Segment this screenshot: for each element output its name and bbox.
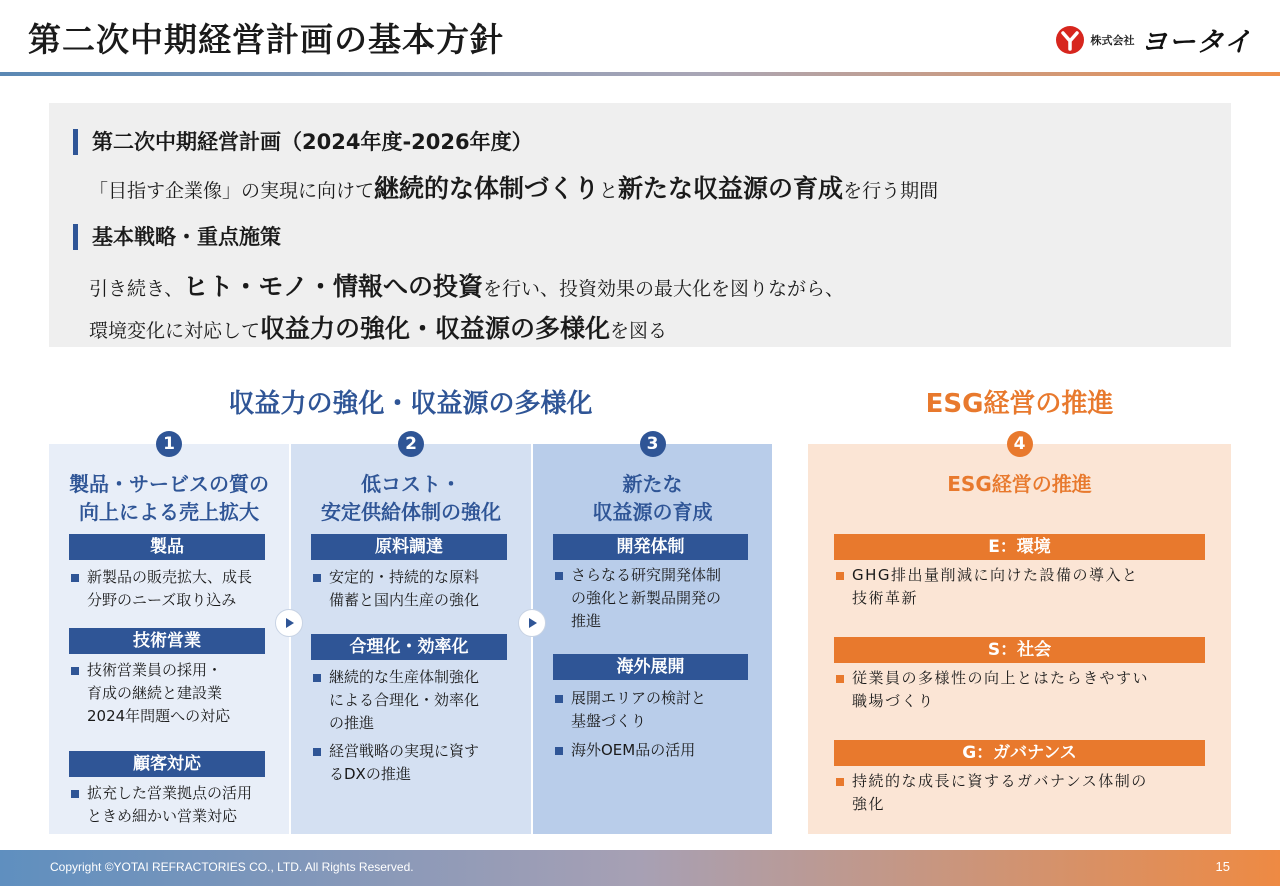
section-label-governance: G：ガバナンス [834, 740, 1205, 766]
plan-description [89, 169, 938, 205]
title-divider [0, 72, 1280, 76]
column-4-title [808, 470, 1231, 498]
section-label-products: 製品 [69, 534, 265, 560]
column-3-title-line-1: 新たな [622, 472, 683, 496]
strategy-emphasis-2: 収益力の強化・収益源の多様化 [260, 314, 611, 343]
group-title-esg: ESG経営の推進 [925, 389, 1114, 419]
number-badge-3: 3 [640, 431, 666, 457]
strategy-text-2: を行い、投資効果の最大化を図りながら、 [483, 278, 845, 300]
list-item: GHG排出量削減に向けた設備の導入と 技術革新 [834, 564, 1209, 610]
strategy-emphasis-1: ヒト・モノ・情報への投資 [183, 272, 484, 301]
bullet-square-icon [836, 675, 844, 683]
copyright-text: Copyright ©YOTAI REFRACTORIES CO., LTD. All Rights Reserved. [50, 860, 414, 874]
bullet-square-icon [71, 574, 79, 582]
bullet-square-icon [555, 572, 563, 580]
page-title: 第二次中期経営計画の基本方針 [28, 20, 504, 59]
bullet-square-icon [313, 574, 321, 582]
plan-emphasis-1: 継続的な体制づくり [374, 174, 600, 203]
section-label-customer-service: 顧客対応 [69, 751, 265, 777]
footer-bar [0, 850, 1280, 886]
plan-emphasis-2: 新たな収益源の育成 [618, 174, 844, 203]
column-2-low-cost-supply [291, 434, 531, 834]
strategy-text-4: を図る [610, 320, 668, 342]
column-3-new-revenue [533, 434, 772, 834]
column-1-title-line-1: 製品・サービスの質の [69, 472, 269, 496]
section-label-social: S：社会 [834, 637, 1205, 663]
column-4-title-line-1: ESG経営の推進 [947, 472, 1092, 496]
list-item: 展開エリアの検討と 基盤づくり [553, 687, 752, 733]
bullet-square-icon [836, 572, 844, 580]
section-label-tech-sales: 技術営業 [69, 628, 265, 654]
list-item: 持続的な成長に資するガバナンス体制の 強化 [834, 770, 1209, 816]
plan-text-2: と [599, 180, 619, 202]
column-2-title-line-1: 低コスト・ [361, 472, 461, 496]
list-item: 従業員の多様性の向上とはたらきやすい 職場づくり [834, 667, 1209, 713]
logo-company-name: ヨータイ [1140, 27, 1252, 58]
bullet-square-icon [71, 790, 79, 798]
strategy-line-2 [89, 309, 667, 345]
list-item: 安定的・持続的な原料 備蓄と国内生産の強化 [311, 566, 511, 612]
section-label-environment: E：環境 [834, 534, 1205, 560]
list-item: 技術営業員の採用・ 育成の継続と建設業 2024年問題への対応 [69, 659, 269, 728]
bullet-square-icon [71, 667, 79, 675]
column-3-title-line-2: 収益源の育成 [592, 500, 713, 524]
logo-mark-icon [1055, 25, 1085, 55]
column-1-sales-expansion [49, 434, 289, 834]
strategy-text-1: 引き続き、 [89, 278, 184, 300]
strategy-line-1 [89, 267, 844, 303]
list-item: 拡充した営業拠点の活用 ときめ細かい営業対応 [69, 782, 269, 828]
bullet-square-icon [836, 778, 844, 786]
logo-company-type: 株式会社 [1090, 33, 1135, 47]
list-item: さらなる研究開発体制 の強化と新製品開発の 推進 [553, 564, 752, 633]
column-3-title [533, 470, 772, 526]
company-logo [1055, 20, 1252, 59]
page-number: 15 [1215, 859, 1230, 874]
section-label-development: 開発体制 [553, 534, 748, 560]
number-badge-1: 1 [156, 431, 182, 457]
group-title-profitability: 収益力の強化・収益源の多様化 [228, 389, 593, 419]
section-label-raw-materials: 原料調達 [311, 534, 507, 560]
bullet-square-icon [313, 674, 321, 682]
list-item: 新製品の販売拡大、成長 分野のニーズ取り込み [69, 566, 269, 612]
column-2-title-line-2: 安定供給体制の強化 [321, 500, 501, 524]
list-item: 継続的な生産体制強化 による合理化・効率化 の推進 [311, 666, 511, 735]
flow-arrow-icon [275, 609, 303, 637]
section-label-rationalization: 合理化・効率化 [311, 634, 507, 660]
flow-arrow-icon [518, 609, 546, 637]
strategy-text-3: 環境変化に対応して [89, 320, 261, 342]
column-2-title [291, 470, 531, 526]
list-item: 海外OEM品の活用 [553, 739, 752, 762]
section-label-overseas: 海外展開 [553, 654, 748, 680]
bullet-square-icon [313, 748, 321, 756]
number-badge-4: 4 [1007, 431, 1033, 457]
plan-text-3: を行う期間 [843, 180, 939, 202]
summary-box [49, 103, 1231, 347]
column-1-title-line-2: 向上による売上拡大 [79, 500, 259, 524]
plan-heading: 第二次中期経営計画（2024年度-2026年度） [73, 129, 533, 155]
column-1-title [49, 470, 289, 526]
number-badge-2: 2 [398, 431, 424, 457]
column-4-esg [808, 434, 1231, 834]
strategy-heading: 基本戦略・重点施策 [73, 224, 281, 250]
bullet-square-icon [555, 695, 563, 703]
bullet-square-icon [555, 747, 563, 755]
list-item: 経営戦略の実現に資す るDXの推進 [311, 740, 511, 786]
plan-text-1: 「目指す企業像」の実現に向けて [89, 180, 375, 202]
